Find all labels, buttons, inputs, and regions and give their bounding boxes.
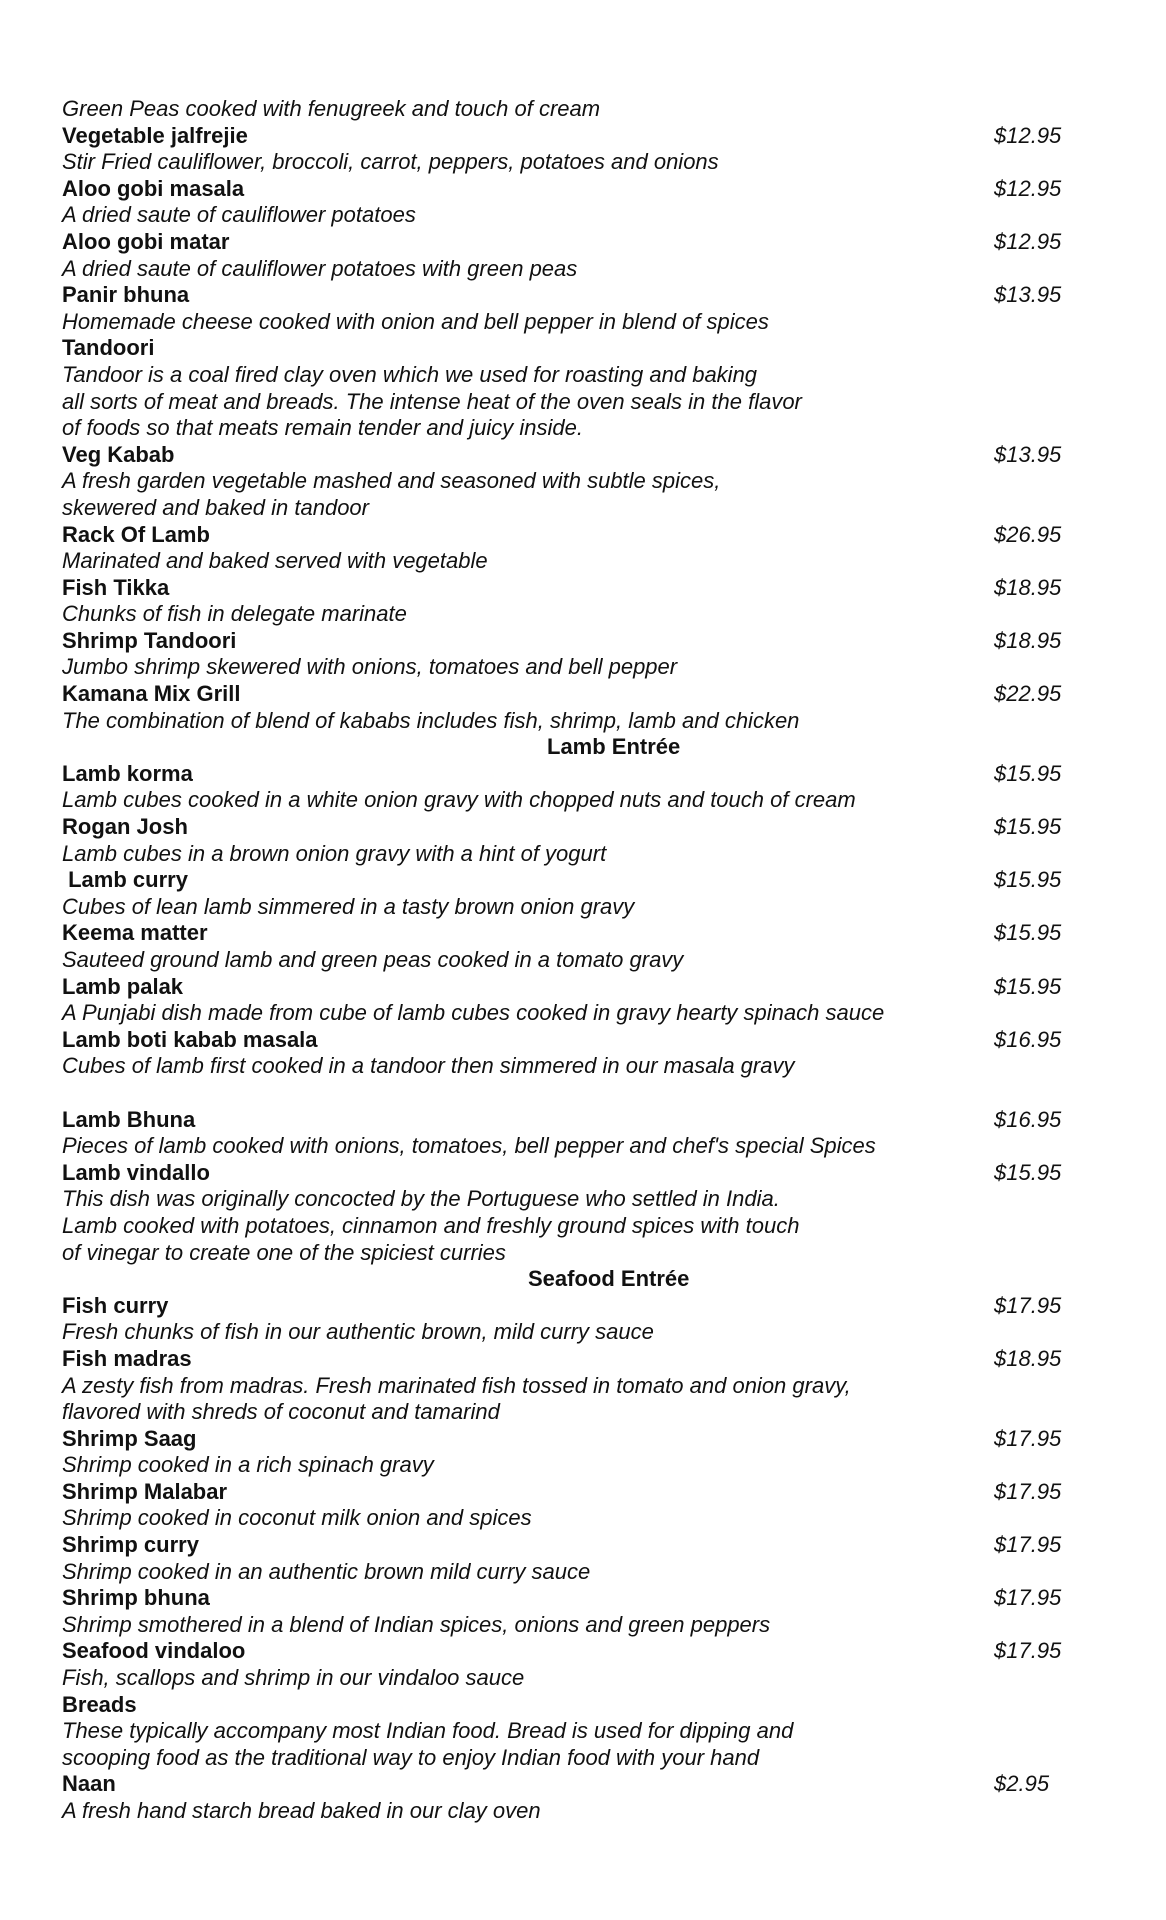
menu-item [62,522,1072,549]
item-price: $13.95 [994,282,1062,308]
menu-item [62,1692,1072,1719]
item-price: $17.95 [994,1292,1062,1318]
menu-item [62,1293,1072,1320]
item-name: Keema matter [62,920,208,946]
item-name: Rogan Josh [62,814,188,840]
item-name: Fish madras [62,1345,192,1371]
item-description: Green Peas cooked with fenugreek and touch of cream [62,96,601,121]
item-description: Cubes of lamb first cooked in a tandoor then simmered in our masala gravy [62,1053,795,1079]
item-price: $12.95 [994,122,1062,148]
item-name: Lamb Bhuna [62,1106,196,1132]
item-name: Fish Tikka [62,574,170,600]
menu-item [62,1346,1072,1373]
item-description: Lamb cooked with potatoes, cinnamon and freshly ground spices with touch [62,1212,800,1238]
menu-list [62,96,1072,1825]
item-price: $15.95 [994,920,1062,946]
menu-item [62,575,1072,602]
item-name: Kamana Mix Grill [62,681,241,707]
item-description: flavored with shreds of coconut and tamarind [62,1399,500,1425]
menu-item [62,1638,1072,1665]
section-header [62,734,1072,761]
item-name: Aloo gobi matar [62,228,230,254]
item-description: Lamb cubes in a brown onion gravy with a hint of yogurt [62,840,607,866]
item-name: Tandoori [62,335,155,361]
item-name: Lamb boti kabab masala [62,1026,318,1052]
item-description: A dried saute of cauliflower potatoes [62,202,416,228]
item-description: These typically accompany most Indian food. Bread is used for dipping and [62,1718,794,1744]
menu-item [62,920,1072,947]
item-name: Seafood vindaloo [62,1638,246,1664]
menu-item [62,867,1072,894]
section-header [62,1266,1072,1293]
item-name: Shrimp Malabar [62,1478,228,1504]
item-price: $15.95 [994,760,1062,786]
menu-item [62,1585,1072,1612]
item-name: Vegetable jalfrejie [62,122,248,148]
menu-item [62,681,1072,708]
item-description: Sauteed ground lamb and green peas cooked in a tomato gravy [62,947,684,972]
menu-item [62,1479,1072,1506]
menu-item [62,1160,1072,1187]
item-description: Shrimp cooked in an authentic brown mild curry sauce [62,1558,591,1584]
item-description: Homemade cheese cooked with onion and bell pepper in blend of spices [62,308,769,334]
item-description: Stir Fried cauliflower, broccoli, carrot, peppers, potatoes and onions [62,149,719,175]
menu-item [62,814,1072,841]
section-title: Seafood Entrée [528,1266,690,1292]
item-price: $16.95 [994,1106,1062,1132]
item-description: A Punjabi dish made from cube of lamb cubes cooked in gravy hearty spinach sauce [62,1000,885,1026]
item-name: Lamb curry [62,867,188,893]
item-price: $17.95 [994,1478,1062,1504]
item-price: $16.95 [994,1026,1062,1052]
item-price: $26.95 [994,521,1062,547]
item-price: $15.95 [994,973,1062,999]
menu-item [62,1771,1072,1798]
item-name: Lamb vindallo [62,1159,210,1185]
item-name: Lamb palak [62,973,184,999]
item-description: of vinegar to create one of the spiciest curries [62,1239,506,1265]
item-price: $17.95 [994,1425,1062,1451]
menu-item [62,335,1072,362]
menu-item [62,123,1072,150]
item-description: Shrimp cooked in coconut milk onion and spices [62,1505,532,1531]
item-description: scooping food as the traditional way to enjoy Indian food with your hand [62,1744,760,1770]
item-price: $22.95 [994,681,1062,707]
item-name: Shrimp Saag [62,1425,197,1451]
item-price: $13.95 [994,441,1062,467]
item-description: Lamb cubes cooked in a white onion gravy with chopped nuts and touch of cream [62,787,856,813]
item-price: $15.95 [994,867,1062,893]
item-name: Fish curry [62,1292,169,1318]
item-description: Shrimp smothered in a blend of Indian spices, onions and green peppers [62,1611,771,1637]
menu-item [62,628,1072,655]
item-name: Veg Kabab [62,441,175,467]
item-name: Panir bhuna [62,282,190,308]
menu-item [62,1532,1072,1559]
item-description: A zesty fish from madras. Fresh marinated fish tossed in tomato and onion gravy, [62,1372,851,1398]
item-name: Aloo gobi masala [62,175,245,201]
item-description: Chunks of fish in delegate marinate [62,601,407,627]
item-description: This dish was originally concocted by the Portuguese who settled in India. [62,1186,780,1212]
menu-item [62,974,1072,1001]
item-price: $18.95 [994,627,1062,653]
item-description: Tandoor is a coal fired clay oven which we used for roasting and baking [62,361,758,387]
item-description: A fresh hand starch bread baked in our clay oven [62,1798,541,1823]
item-price: $18.95 [994,574,1062,600]
menu-item [62,1107,1072,1134]
item-description: skewered and baked in tandoor [62,494,369,520]
item-price: $12.95 [994,228,1062,254]
item-name: Shrimp bhuna [62,1585,210,1611]
item-price: $17.95 [994,1532,1062,1558]
item-name: Breads [62,1691,137,1717]
item-description: Shrimp cooked in a rich spinach gravy [62,1452,434,1478]
item-description: Fish, scallops and shrimp in our vindaloo sauce [62,1665,525,1691]
item-name: Lamb korma [62,760,193,786]
item-price: $12.95 [994,175,1062,201]
item-name: Shrimp Tandoori [62,627,237,653]
item-description: of foods so that meats remain tender and juicy inside. [62,415,583,441]
item-price: $15.95 [994,1159,1062,1185]
blank-line [62,1080,1072,1107]
item-description: The combination of blend of kababs includes fish, shrimp, lamb and chicken [62,707,800,733]
menu-item [62,1027,1072,1054]
menu-item [62,761,1072,788]
menu-item [62,1426,1072,1453]
menu-item [62,282,1072,309]
item-description: A fresh garden vegetable mashed and seasoned with subtle spices, [62,468,721,494]
item-price: $18.95 [994,1345,1062,1371]
item-name: Rack Of Lamb [62,521,210,547]
menu-item [62,229,1072,256]
item-description: Jumbo shrimp skewered with onions, tomatoes and bell pepper [62,654,678,680]
item-description: Marinated and baked served with vegetable [62,548,488,574]
item-price: $17.95 [994,1638,1062,1664]
item-name: Shrimp curry [62,1532,199,1558]
item-price: $2.95 [994,1771,1050,1797]
menu-item [62,442,1072,469]
item-description: Fresh chunks of fish in our authentic brown, mild curry sauce [62,1319,654,1345]
section-title: Lamb Entrée [547,734,681,760]
item-price: $17.95 [994,1585,1062,1611]
item-description: Pieces of lamb cooked with onions, tomatoes, bell pepper and chef's special Spices [62,1133,876,1159]
item-description: A dried saute of cauliflower potatoes with green peas [62,255,578,281]
item-name: Naan [62,1771,116,1797]
item-description: all sorts of meat and breads. The intense heat of the oven seals in the flavor [62,388,802,414]
item-description: Cubes of lean lamb simmered in a tasty brown onion gravy [62,893,635,919]
menu-item [62,176,1072,203]
item-price: $15.95 [994,814,1062,840]
